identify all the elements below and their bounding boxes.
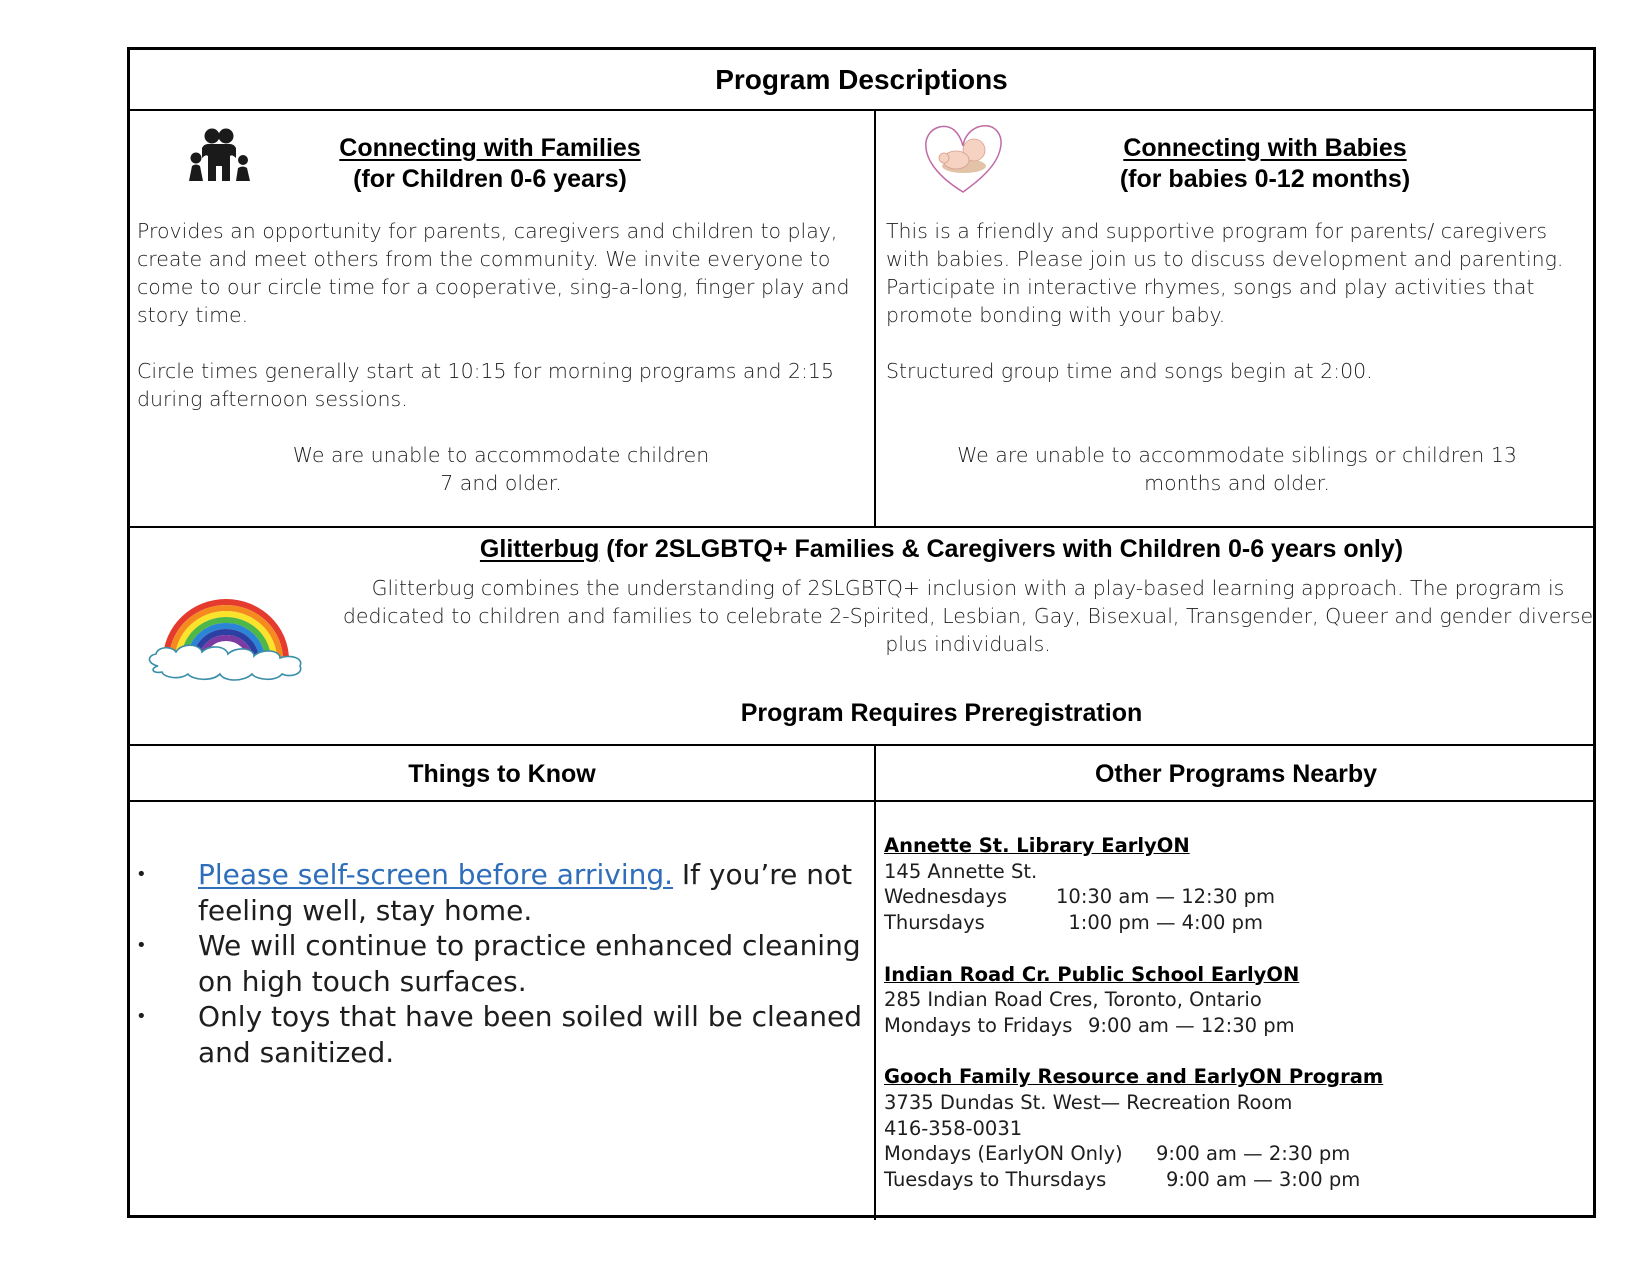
families-heading-block [240, 133, 740, 195]
program-address: 285 Indian Road Cres, Toronto, Ontario [884, 988, 1262, 1012]
bullet-icon: • [136, 864, 147, 885]
glitterbug-description: Glitterbug combines the understanding of 2SLGBTQ+ inclusion with a play-based learning approach. The program is dedicated to children and families to celebrate 2-Spirited, Lesbian, Gay, Bisexual, Transgender, Queer and gender diverse plus individuals. [342, 576, 1594, 656]
babies-restriction [882, 441, 1592, 497]
divider [130, 109, 1593, 111]
program-indian-road [884, 962, 1594, 1039]
schedule-day: Mondays (EarlyON Only) [884, 1142, 1123, 1166]
things-to-know-heading: Things to Know [408, 760, 596, 788]
families-circle-times: Circle times generally start at 10:15 for morning programs and 2:15 during afternoon sessions. [137, 359, 835, 411]
list-item [130, 999, 870, 1070]
babies-restriction-line2: months and older. [1144, 471, 1330, 495]
things-to-know-list [130, 857, 870, 1070]
program-descriptions-table [127, 47, 1596, 1218]
glitterbug-name: Glitterbug [479, 535, 600, 563]
divider [874, 745, 876, 1220]
glitterbug-audience: (for 2SLGBTQ+ Families & Caregivers with Children 0-6 years only) [599, 535, 1404, 563]
families-age-range: (for Children 0-6 years) [353, 165, 627, 193]
bullet-icon: • [136, 1006, 147, 1027]
glitterbug-heading [290, 534, 1593, 565]
babies-description: This is a friendly and supportive program for parents/ caregivers with babies. Please join us to discuss development and parenting. Participate in interactive rhymes, songs and play activities that promote bonding with your baby. [886, 219, 1564, 327]
bullet-icon: • [136, 935, 147, 956]
families-restriction-line1: We are unable to accommodate children [292, 443, 710, 467]
program-annette [884, 833, 1594, 936]
schedule-time: 9:00 am — 2:30 pm [1156, 1142, 1351, 1166]
divider [130, 800, 1593, 802]
divider [130, 744, 1593, 746]
schedule-time: 9:00 am — 12:30 pm [1088, 1013, 1295, 1037]
schedule-row [884, 910, 1594, 936]
other-programs-heading: Other Programs Nearby [1094, 760, 1378, 788]
program-name: Gooch Family Resource and EarlyON Program [884, 1065, 1384, 1089]
schedule-day: Thursdays [884, 911, 985, 935]
schedule-time: 10:30 am — 12:30 pm [1056, 885, 1276, 909]
list-item [130, 928, 870, 999]
program-phone: 416-358-0031 [884, 1116, 1023, 1140]
program-gooch [884, 1064, 1594, 1193]
schedule-row [884, 884, 1594, 910]
schedule-day: Mondays to Fridays [884, 1013, 1073, 1037]
families-restriction [137, 441, 865, 497]
divider [130, 526, 1593, 528]
schedule-day: Wednesdays [884, 885, 1008, 909]
schedule-day: Tuesdays to Thursdays [884, 1168, 1107, 1192]
list-item-text: Only toys that have been soiled will be cleaned and sanitized. [198, 1000, 862, 1069]
program-address: 145 Annette St. [884, 859, 1038, 883]
babies-heading: Connecting with Babies [1123, 134, 1407, 162]
babies-restriction-line1: We are unable to accommodate siblings or children 13 [957, 443, 1517, 467]
list-item-text: If you’re not feeling well, stay home. [198, 858, 853, 927]
rainbow-icon [144, 588, 308, 684]
divider [874, 110, 876, 527]
self-screen-link[interactable]: Please self-screen before arriving. [198, 858, 674, 891]
program-name: Annette St. Library EarlyON [884, 834, 1190, 857]
families-restriction-line2: 7 and older. [440, 471, 562, 495]
preregistration-notice: Program Requires Preregistration [740, 699, 1143, 727]
babies-group-time: Structured group time and songs begin at 2:00. [886, 359, 1373, 383]
program-address: 3735 Dundas St. West— Recreation Room [884, 1091, 1293, 1114]
schedule-time: 9:00 am — 3:00 pm [1166, 1168, 1361, 1192]
babies-heading-block [990, 133, 1540, 195]
families-heading: Connecting with Families [339, 134, 641, 162]
schedule-row [884, 1167, 1594, 1193]
list-item-text: We will continue to practice enhanced cleaning on high touch surfaces. [198, 929, 861, 998]
program-name: Indian Road Cr. Public School EarlyON [884, 962, 1300, 986]
families-description: Provides an opportunity for parents, caregivers and children to play, create and meet others from the community. We invite everyone to come to our circle time for a cooperative, sing-a-long, finger play and story time. [137, 219, 850, 327]
page-title: Program Descriptions [715, 64, 1008, 95]
schedule-row [884, 1141, 1594, 1167]
babies-age-range: (for babies 0-12 months) [1119, 165, 1411, 193]
other-programs-list [884, 833, 1594, 1193]
list-item [130, 857, 870, 928]
schedule-time: 1:00 pm — 4:00 pm [1056, 911, 1264, 935]
schedule-row [884, 1013, 1594, 1039]
